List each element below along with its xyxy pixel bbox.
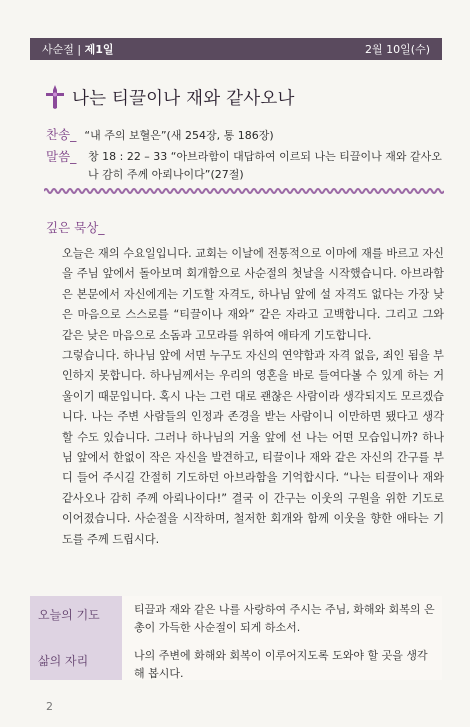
divider-ornament <box>44 186 444 196</box>
cross-icon <box>44 84 66 110</box>
page-number: 2 <box>46 700 53 713</box>
hymn-row <box>46 126 274 145</box>
prayer-row <box>30 596 442 642</box>
meditation-label: 깊은 묵상_ <box>46 220 105 235</box>
scripture-label: 말씀_ <box>46 149 77 164</box>
title-row <box>44 84 295 110</box>
life-row <box>30 642 442 680</box>
scripture-row <box>46 148 446 184</box>
life-label: 삶의 자리 <box>30 642 122 680</box>
meditation-body <box>62 244 444 550</box>
page-header <box>30 38 442 60</box>
header-left <box>42 41 114 57</box>
meditation-paragraph: 오늘은 재의 수요일입니다. 교회는 이날에 전통적으로 이마에 재를 바르고 자신을 주님 앞에서 돌아보며 회개함으로 사순절의 첫날을 시작했습니다. 아브라함은 본문에서 자신에게는 기도할 자격도, 하나님 앞에 설 자격도 없다는 가장 낮은 마음으로 스스로를 “티끌이나 재와” 같은 자라고 고백합니다. 그리고 그와 같은 낮은 마음으로 소돔과 고모라를 위하여 애타게 기도합니다. <box>62 247 444 342</box>
hymn-text: “내 주의 보혈은”(새 254장, 통 186장) <box>84 129 274 142</box>
hymn-label: 찬송_ <box>46 127 77 142</box>
life-text: 나의 주변에 화해와 회복이 이루어지도록 도와야 할 곳을 생각해 봅시다. <box>122 642 442 680</box>
header-separator: | <box>73 43 85 56</box>
prayer-text: 티끌과 재와 같은 나를 사랑하여 주시는 주님, 화해와 회복의 은총이 가득한 사순절이 되게 하소서. <box>122 596 442 642</box>
meditation-paragraph: 그렇습니다. 하나님 앞에 서면 누구도 자신의 연약함과 자격 없음, 죄인 됨을 부인하지 못합니다. 하나님께서는 우리의 영혼을 바로 들여다볼 수 있게 하는 거울이기 때문입니다. 혹시 나는 그런 대로 괜찮은 사람이라 생각되지도 모르겠습니다. 나는 주변 사람들의 인정과 존경을 받는 사람이니 이만하면 됐다고 생각할 수도 있습니다. 그러나 하나님의 거울 앞에 선 나는 어떤 모습입니까? 하나님 앞에서 한없이 작은 자신을 발견하고, 티끌이나 재와 같은 자신의 간구를 부디 들어 주시길 간절히 기도하던 아브라함을 기억합시다. “나는 티끌이나 재와 같사오나 감히 주께 아뢰나이다!” 결국 이 간구는 이웃의 구원을 위한 기도로 이어졌습니다. 사순절을 시작하며, 철저한 회개와 함께 이웃을 향한 애타는 기도를 주께 드립시다. <box>62 349 444 546</box>
date-label: 2월 10일(수) <box>365 43 430 56</box>
scripture-text: 창 18 : 22 – 33 “아브라함이 대답하여 이르되 나는 티끌이나 재와 같사오나 감히 주께 아뢰나이다”(27절) <box>88 150 442 181</box>
day-label: 제1일 <box>84 43 114 56</box>
prayer-label: 오늘의 기도 <box>30 596 122 642</box>
bottom-box <box>30 596 442 680</box>
season-label: 사순절 <box>42 43 74 56</box>
page-title: 나는 티끌이나 재와 같사오나 <box>72 88 295 109</box>
